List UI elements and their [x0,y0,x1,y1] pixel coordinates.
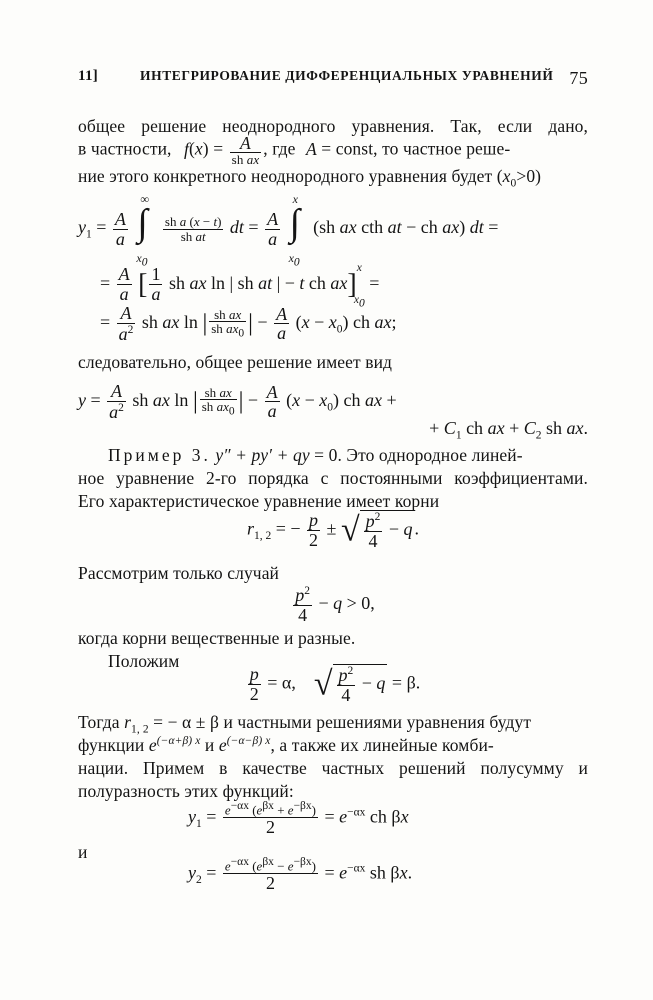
equals-sign: = [321,138,332,159]
paragraph-line [78,712,588,736]
equation-roots: $r_{1, 2}$ = − $\frac{p}{2}$ ± √ $\frac{p^2}{4}$ − q . [246,510,420,551]
page-number: 75 [569,68,588,88]
equation-y1-step3: = $\frac{A}{a^2}$ sh ax ln | $\frac{\text{sh ax}}{sh ax_0}$ | − $\frac{A}{a}$ $(x - x_0)$ ch ax; [100,303,397,344]
paragraph-line: Положим [108,651,180,671]
formula-A: A [305,138,317,159]
text-fragment: Тогда [78,712,120,732]
text-fragment: ние этого конкретного неоднородного уравнения будет [78,166,493,186]
equation-y1-step2: = $\frac{A}{a}$ [ $\frac{1}{a}$ sh ax ln | sh at | − t ch ax]$^x_{x_0}$ = [100,262,380,310]
paragraph-line: полуразность этих функций: [78,781,294,801]
equation-y2-sh: $y_2$ = $\frac{e^{-\alpha x} (e^{\beta x} - e^{-\beta x})}{2}$ = $e^{-\alpha x}$ sh βx. [188,856,413,893]
example-label: Пример 3. [108,445,211,465]
fraction-A-over-shax: $\frac{A}{\text{sh ax}}$ [231,133,260,168]
paragraph-line: Рассмотрим только случай [78,563,280,583]
paragraph-line: нации. Примем в качестве частных решений полусумму и [78,758,588,778]
formula-x0-condition: $(x_0>0)$ [496,166,542,190]
paragraph-line [78,166,588,190]
text-fragment: и частными решениями уравнения будут [223,712,532,732]
text-fragment: Это однородное линей- [346,445,523,465]
formula-exp1: $e^{(-\alpha+\beta) x}$ [148,735,201,755]
section-number: 11] [78,68,99,84]
equation-alpha-beta: $\frac{p}{2}$ = α, √ $\frac{p^2}{4}$ − q = β. [249,664,421,705]
paragraph-line [78,735,588,756]
running-title: ИНТЕГРИРОВАНИЕ ДИФФЕРЕНЦИАЛЬНЫХ УРАВНЕНИЙ [140,68,554,83]
formula-exp2: $e^{(-\alpha-\beta) x}$ [218,735,271,755]
equation-y1-integral: $y_1$ = $\frac{A}{a}$ ∞ ∫ $x_0$ $\frac{\text{sh a (x − t)}}{\text{sh at}}$ dt = $\frac{A}{a}$ x ∫ $x_0$ (sh ax cth at − ch ax) dt = [78,192,499,268]
paragraph-line: Пример 3. y″ + py′ + qy = 0. Это однородное линей- [108,445,523,465]
equation-case: $\frac{p^2}{4}$ − q > 0, [295,585,375,625]
text-fragment: , а также их линейные комби- [270,735,494,755]
equation-y1-ch: $y_1$ = $\frac{e^{-\alpha x} (e^{\beta x} + e^{-\beta x})}{2}$ = $e^{-\alpha x}$ ch βx [188,800,409,837]
text-fragment: , где [263,138,296,159]
formula-f: f [184,138,189,159]
conjunction: и [78,842,88,862]
text-fragment: const, то частное реше- [335,138,511,159]
paragraph-line: следовательно, общее решение имеет вид [78,352,393,372]
formula-f-args: (x) = [188,138,224,159]
equation-general-solution: y = $\frac{A}{a^2}$ sh ax ln | $\frac{\text{sh ax}}{sh ax_0}$ | − $\frac{A}{a}$ $(x - x_0)$ ch ax + [78,381,397,422]
formula-ode: y″ + py′ + qy [215,445,310,465]
text-fragment: в частности, [78,138,172,159]
formula-r12: $r_{1, 2}$ = − α ± β [124,712,219,736]
paragraph-line: когда корни вещественные и разные. [78,628,356,648]
text-fragment: функции [78,735,145,755]
text-fragment: и [204,735,215,755]
page-header [78,68,588,92]
paragraph-line: Его характеристическое уравнение имеет корни [78,491,440,511]
equation-general-solution-cont: + $C_1$ ch ax + $C_2$ sh ax. [429,418,588,442]
paragraph-line: ное уравнение 2-го порядка с постоянными коэффициентами. [78,468,588,488]
paragraph-line: общее решение неоднородного уравнения. Так, если дано, [78,116,588,136]
